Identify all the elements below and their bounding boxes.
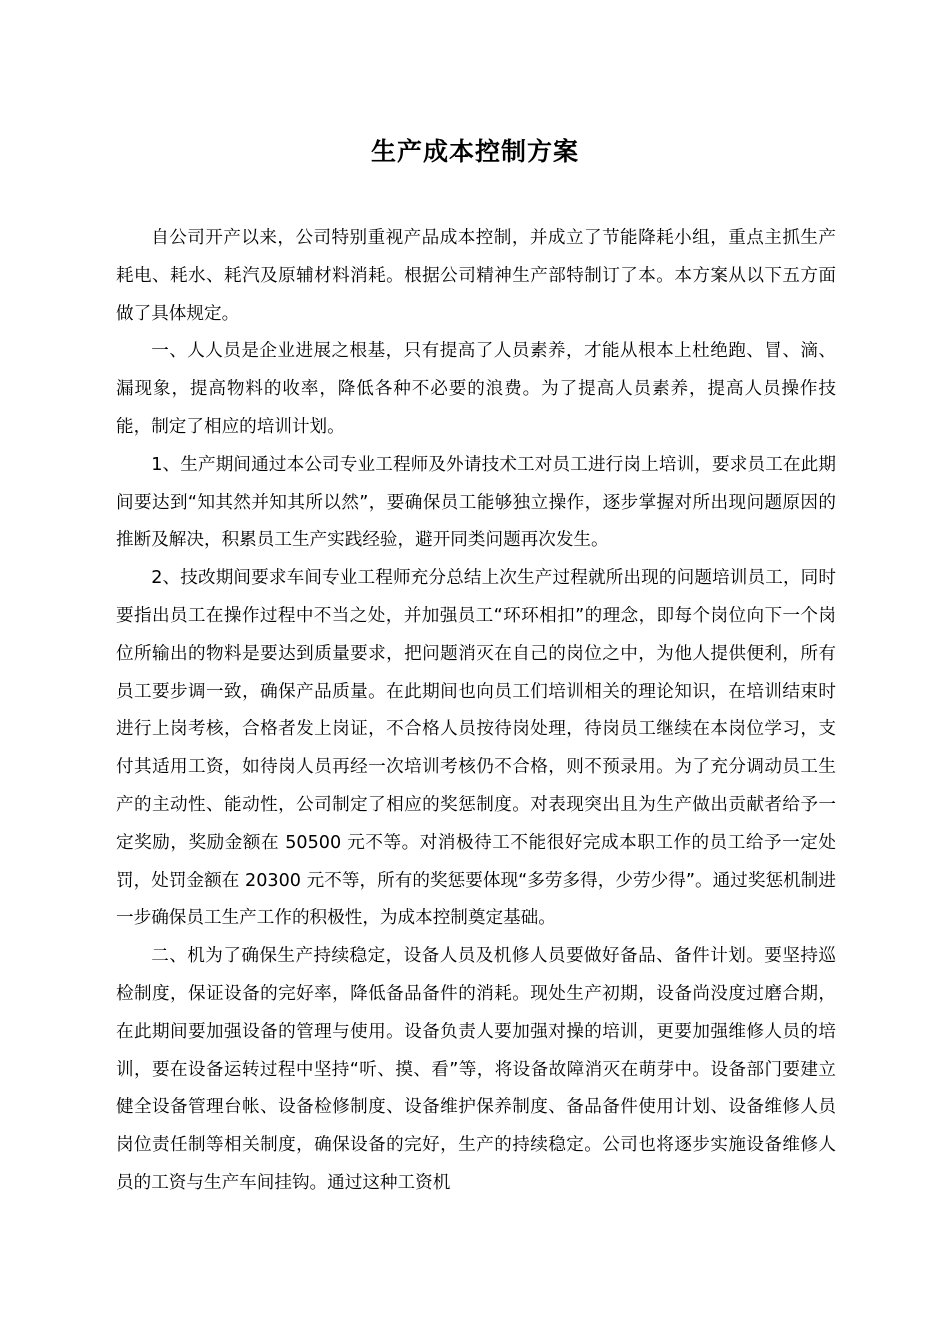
paragraph-item-2: 2、技改期间要求车间专业工程师充分总结上次生产过程就所出现的问题培训员工，同时要指出员工在操作过程中不当之处，并加强员工“环环相扣”的理念，即每个岗位向下一个岗位所输出的物料是要达到质量要求，把问题消灭在自己的岗位之中，为他人提供便利，所有员工要步调一致，确保产品质量。在此期间也向员工们培训相关的理论知识，在培训结束时进行上岗考核，合格者发上岗证，不合格人员按待岗处理，待岗员工继续在本岗位学习，支付其适用工资，如待岗人员再经一次培训考核仍不合格，则不预录用。为了充分调动员工生产的主动性、能动性，公司制定了相应的奖惩制度。对表现突出且为生产做出贡献者给予一定奖励，奖励金额在 50500 元不等。对消极待工不能很好完成本职工作的员工给予一定处罚，处罚金额在 20300 元不等，所有的奖惩要体现“多劳多得，少劳少得”。通过奖惩机制进一步确保员工生产工作的积极性，为成本控制奠定基础。 — [116, 568, 836, 929]
paragraph-item-1: 1、生产期间通过本公司专业工程师及外请技术工对员工进行岗上培训，要求员工在此期间要达到“知其然并知其所以然”，要确保员工能够独立操作，逐步掌握对所出现问题原因的推断及解决，积累员工生产实践经验，避开同类问题再次发生。 — [116, 454, 836, 551]
document-title: 生产成本控制方案 — [370, 137, 579, 166]
paragraph-intro: 自公司开产以来，公司特别重视产品成本控制，并成立了节能降耗小组，重点主抓生产耗电、耗水、耗汽及原辅材料消耗。根据公司精神生产部特制订了本。本方案从以下五方面做了具体规定。 — [116, 228, 836, 324]
document-body — [116, 220, 836, 1203]
paragraph-section-two: 二、机为了确保生产持续稳定，设备人员及机修人员要做好备品、备件计划。要坚持巡检制度，保证设备的完好率，降低备品备件的消耗。现处生产初期，设备尚没度过磨合期，在此期间要加强设备的管理与使用。设备负责人要加强对操的培训，更要加强维修人员的培训，要在设备运转过程中坚持“听、摸、看”等，将设备故障消灭在萌芽中。设备部门要建立健全设备管理台帐、设备检修制度、设备维护保养制度、备品备件使用计划、设备维修人员岗位责任制等相关制度，确保设备的完好，生产的持续稳定。公司也将逐步实施设备维修人员的工资与生产车间挂钩。通过这种工资机 — [116, 946, 836, 1193]
paragraph-section-one: 一、人人员是企业进展之根基，只有提高了人员素养，才能从根本上杜绝跑、冒、滴、漏现象，提高物料的收率，降低各种不必要的浪费。为了提高人员素养，提高人员操作技能，制定了相应的培训计划。 — [116, 341, 836, 437]
